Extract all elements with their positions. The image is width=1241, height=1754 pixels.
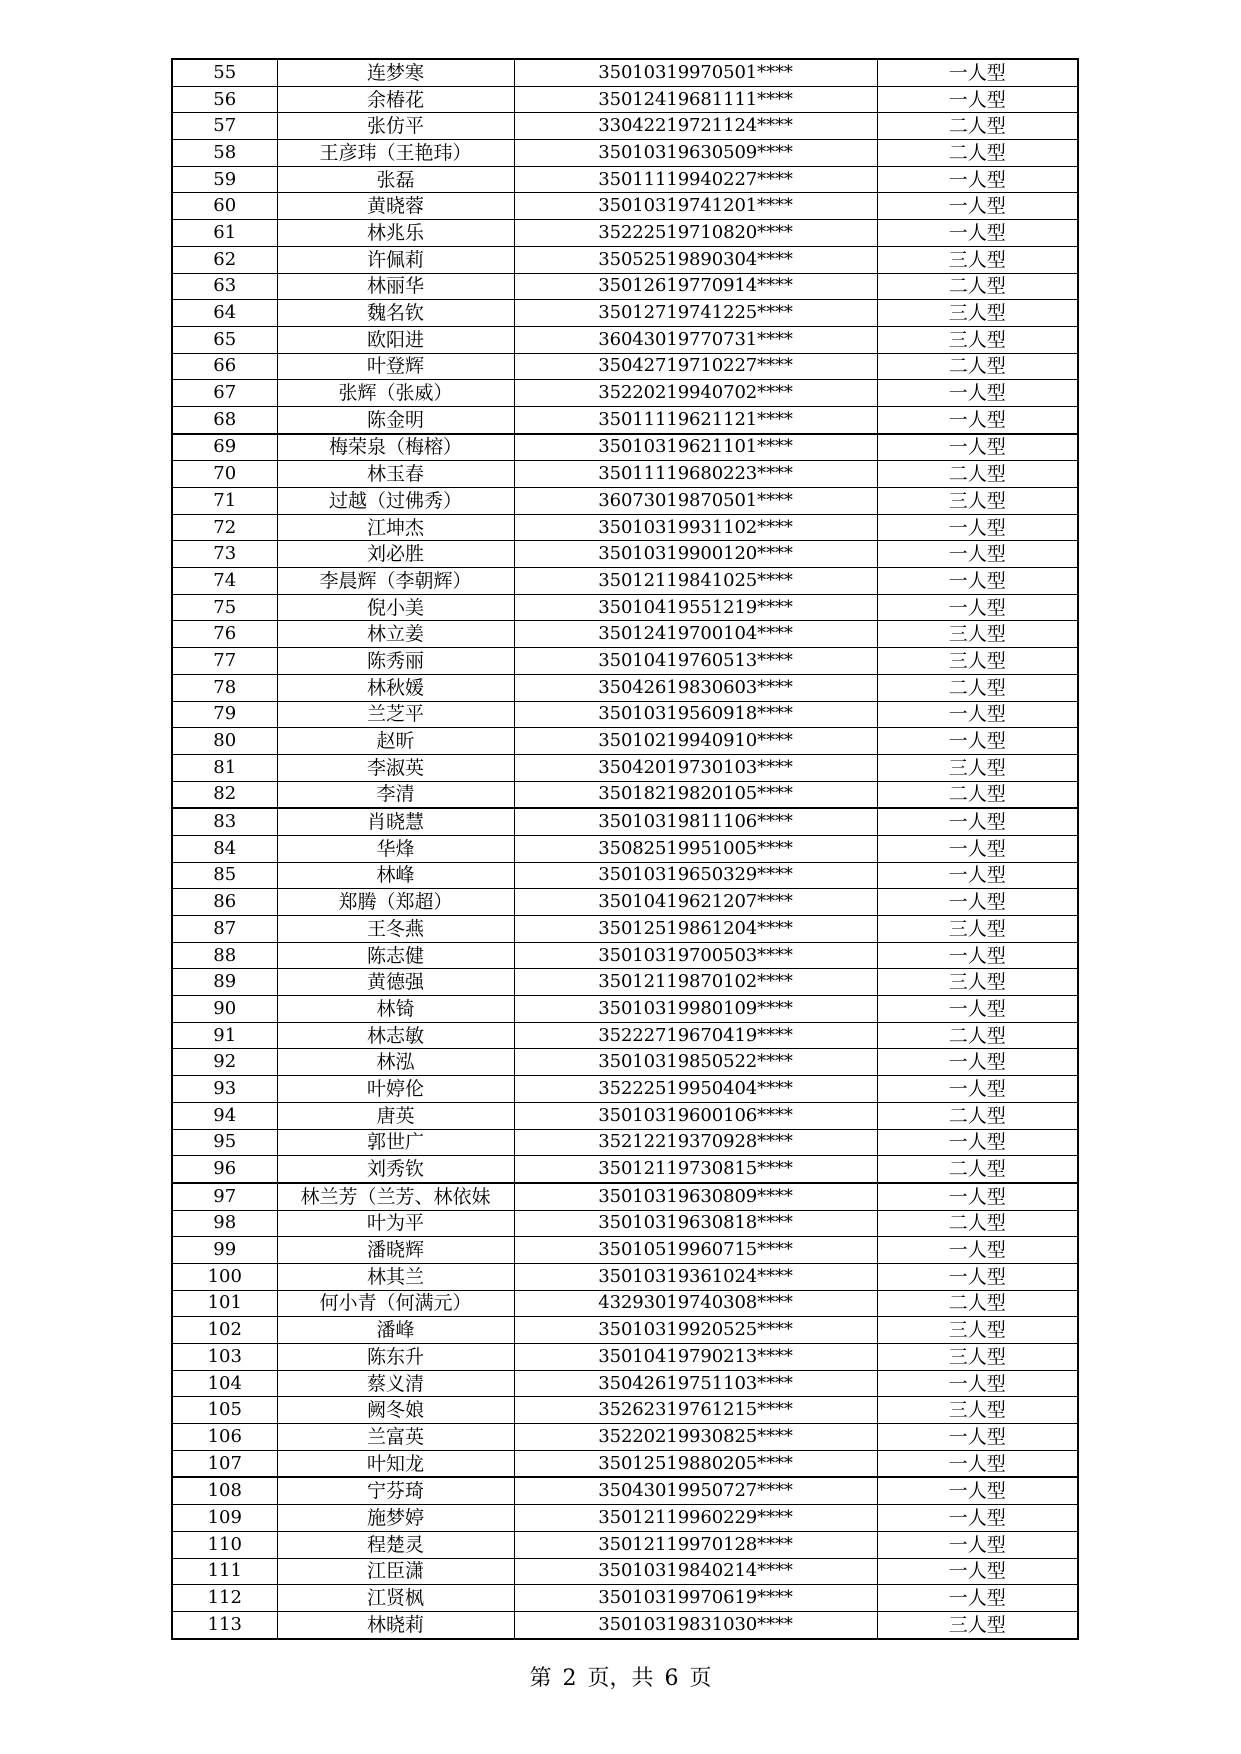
row-number: 91 xyxy=(172,1022,277,1049)
row-number: 59 xyxy=(172,166,277,193)
row-type: 二人型 xyxy=(877,674,1078,701)
row-name: 黄德强 xyxy=(277,969,514,996)
row-type: 三人型 xyxy=(877,754,1078,781)
row-id-number: 35012119841025**** xyxy=(514,568,877,595)
row-id-number: 35010319560918**** xyxy=(514,701,877,728)
table-row xyxy=(172,1022,1078,1049)
table-row xyxy=(172,996,1078,1023)
table-row xyxy=(172,541,1078,568)
row-type: 一人型 xyxy=(877,728,1078,755)
row-id-number: 35043019950727**** xyxy=(514,1477,877,1504)
row-id-number: 35010319831030**** xyxy=(514,1611,877,1638)
row-number: 98 xyxy=(172,1210,277,1237)
row-name: 李晨辉（李朝辉） xyxy=(277,568,514,595)
row-number: 64 xyxy=(172,300,277,327)
row-id-number: 35222719670419**** xyxy=(514,1022,877,1049)
row-name: 何小青（何满元） xyxy=(277,1290,514,1317)
row-name: 唐英 xyxy=(277,1102,514,1129)
row-number: 106 xyxy=(172,1424,277,1451)
row-type: 一人型 xyxy=(877,1505,1078,1532)
roster-table-container xyxy=(171,58,1077,1640)
row-name: 林志敏 xyxy=(277,1022,514,1049)
row-id-number: 35012719741225**** xyxy=(514,300,877,327)
row-name: 林峰 xyxy=(277,862,514,889)
row-id-number: 35011119680223**** xyxy=(514,461,877,488)
row-type: 一人型 xyxy=(877,701,1078,728)
row-type: 二人型 xyxy=(877,461,1078,488)
row-number: 108 xyxy=(172,1477,277,1504)
table-row xyxy=(172,1585,1078,1612)
row-name: 梅荣泉（梅榕） xyxy=(277,434,514,461)
row-id-number: 35010319630809**** xyxy=(514,1183,877,1210)
row-number: 75 xyxy=(172,594,277,621)
table-row xyxy=(172,594,1078,621)
row-name: 郑腾（郑超） xyxy=(277,889,514,916)
row-name: 叶婷伦 xyxy=(277,1076,514,1103)
row-name: 江臣潇 xyxy=(277,1558,514,1585)
table-row xyxy=(172,1424,1078,1451)
table-row xyxy=(172,1237,1078,1264)
row-type: 一人型 xyxy=(877,835,1078,862)
table-row xyxy=(172,273,1078,300)
row-number: 72 xyxy=(172,514,277,541)
table-row xyxy=(172,59,1078,86)
row-name: 连梦寒 xyxy=(277,59,514,86)
row-number: 103 xyxy=(172,1344,277,1371)
table-row xyxy=(172,916,1078,943)
row-type: 一人型 xyxy=(877,1531,1078,1558)
table-row xyxy=(172,406,1078,433)
row-type: 一人型 xyxy=(877,1183,1078,1210)
row-type: 三人型 xyxy=(877,621,1078,648)
table-row xyxy=(172,488,1078,515)
row-number: 113 xyxy=(172,1611,277,1638)
row-number: 89 xyxy=(172,969,277,996)
row-id-number: 35010419790213**** xyxy=(514,1344,877,1371)
row-type: 二人型 xyxy=(877,273,1078,300)
row-type: 三人型 xyxy=(877,916,1078,943)
row-number: 78 xyxy=(172,674,277,701)
table-row xyxy=(172,246,1078,273)
row-id-number: 35012119970128**** xyxy=(514,1531,877,1558)
row-type: 一人型 xyxy=(877,568,1078,595)
table-row xyxy=(172,728,1078,755)
table-row xyxy=(172,1397,1078,1424)
row-number: 110 xyxy=(172,1531,277,1558)
row-number: 71 xyxy=(172,488,277,515)
row-id-number: 35010419621207**** xyxy=(514,889,877,916)
row-type: 二人型 xyxy=(877,1210,1078,1237)
row-id-number: 36073019870501**** xyxy=(514,488,877,515)
row-name: 江坤杰 xyxy=(277,514,514,541)
row-id-number: 43293019740308**** xyxy=(514,1290,877,1317)
row-id-number: 35212219370928**** xyxy=(514,1129,877,1156)
row-number: 105 xyxy=(172,1397,277,1424)
row-name: 黄晓蓉 xyxy=(277,193,514,220)
row-id-number: 35010319621101**** xyxy=(514,434,877,461)
row-number: 81 xyxy=(172,754,277,781)
row-type: 二人型 xyxy=(877,113,1078,140)
table-row xyxy=(172,862,1078,889)
page-footer: 第 2 页，共 6 页 xyxy=(529,1666,712,1691)
row-name: 潘晓辉 xyxy=(277,1237,514,1264)
row-number: 61 xyxy=(172,220,277,247)
row-name: 陈秀丽 xyxy=(277,648,514,675)
row-id-number: 35220219940702**** xyxy=(514,380,877,407)
row-type: 一人型 xyxy=(877,220,1078,247)
row-name: 张辉（张威） xyxy=(277,380,514,407)
row-name: 兰富英 xyxy=(277,1424,514,1451)
row-type: 一人型 xyxy=(877,1424,1078,1451)
row-number: 88 xyxy=(172,942,277,969)
row-id-number: 35010319700503**** xyxy=(514,942,877,969)
table-row xyxy=(172,166,1078,193)
row-name: 张仿平 xyxy=(277,113,514,140)
table-row xyxy=(172,889,1078,916)
row-name: 叶知龙 xyxy=(277,1450,514,1477)
row-id-number: 35012119730815**** xyxy=(514,1156,877,1183)
table-row xyxy=(172,1450,1078,1477)
row-number: 96 xyxy=(172,1156,277,1183)
row-number: 73 xyxy=(172,541,277,568)
table-row xyxy=(172,808,1078,835)
row-type: 一人型 xyxy=(877,862,1078,889)
row-id-number: 35012519880205**** xyxy=(514,1450,877,1477)
row-name: 王彦玮（王艳玮） xyxy=(277,140,514,167)
row-type: 一人型 xyxy=(877,380,1078,407)
row-id-number: 35010319361024**** xyxy=(514,1263,877,1290)
row-name: 宁芬琦 xyxy=(277,1477,514,1504)
row-type: 一人型 xyxy=(877,86,1078,113)
row-id-number: 35012119960229**** xyxy=(514,1505,877,1532)
table-row xyxy=(172,568,1078,595)
row-id-number: 35042619830603**** xyxy=(514,674,877,701)
row-name: 余椿花 xyxy=(277,86,514,113)
row-id-number: 35010319931102**** xyxy=(514,514,877,541)
table-row xyxy=(172,781,1078,808)
row-number: 67 xyxy=(172,380,277,407)
row-name: 林兰芳（兰芳、林依妹 xyxy=(277,1183,514,1210)
row-number: 63 xyxy=(172,273,277,300)
row-type: 一人型 xyxy=(877,996,1078,1023)
row-name: 施梦婷 xyxy=(277,1505,514,1532)
row-number: 92 xyxy=(172,1049,277,1076)
row-type: 三人型 xyxy=(877,300,1078,327)
row-name: 程楚灵 xyxy=(277,1531,514,1558)
row-id-number: 35042619751103**** xyxy=(514,1370,877,1397)
row-number: 82 xyxy=(172,781,277,808)
row-name: 林兆乐 xyxy=(277,220,514,247)
row-type: 一人型 xyxy=(877,514,1078,541)
row-name: 郭世广 xyxy=(277,1129,514,1156)
row-number: 65 xyxy=(172,326,277,353)
row-type: 三人型 xyxy=(877,1611,1078,1638)
row-id-number: 33042219721124**** xyxy=(514,113,877,140)
row-number: 104 xyxy=(172,1370,277,1397)
row-name: 华烽 xyxy=(277,835,514,862)
row-type: 一人型 xyxy=(877,406,1078,433)
row-type: 一人型 xyxy=(877,594,1078,621)
row-id-number: 35010319920525**** xyxy=(514,1317,877,1344)
table-row xyxy=(172,1370,1078,1397)
row-type: 一人型 xyxy=(877,166,1078,193)
table-row xyxy=(172,86,1078,113)
table-row xyxy=(172,1531,1078,1558)
row-id-number: 35010419760513**** xyxy=(514,648,877,675)
row-name: 肖晓慧 xyxy=(277,808,514,835)
table-row xyxy=(172,140,1078,167)
table-row xyxy=(172,1210,1078,1237)
row-number: 85 xyxy=(172,862,277,889)
row-number: 55 xyxy=(172,59,277,86)
table-row xyxy=(172,1317,1078,1344)
row-number: 107 xyxy=(172,1450,277,1477)
row-type: 三人型 xyxy=(877,1317,1078,1344)
row-name: 叶为平 xyxy=(277,1210,514,1237)
row-name: 欧阳进 xyxy=(277,326,514,353)
table-row xyxy=(172,1263,1078,1290)
row-number: 58 xyxy=(172,140,277,167)
row-number: 100 xyxy=(172,1263,277,1290)
table-row xyxy=(172,1076,1078,1103)
row-number: 80 xyxy=(172,728,277,755)
row-id-number: 35010319970619**** xyxy=(514,1585,877,1612)
row-number: 86 xyxy=(172,889,277,916)
row-name: 林玉春 xyxy=(277,461,514,488)
table-row xyxy=(172,1344,1078,1371)
row-type: 一人型 xyxy=(877,1049,1078,1076)
row-number: 62 xyxy=(172,246,277,273)
row-id-number: 35011119940227**** xyxy=(514,166,877,193)
row-number: 57 xyxy=(172,113,277,140)
row-number: 77 xyxy=(172,648,277,675)
row-name: 王冬燕 xyxy=(277,916,514,943)
table-row xyxy=(172,1477,1078,1504)
row-name: 兰芝平 xyxy=(277,701,514,728)
row-type: 一人型 xyxy=(877,1450,1078,1477)
row-number: 74 xyxy=(172,568,277,595)
table-row xyxy=(172,434,1078,461)
row-type: 一人型 xyxy=(877,889,1078,916)
row-name: 倪小美 xyxy=(277,594,514,621)
row-id-number: 35010219940910**** xyxy=(514,728,877,755)
row-id-number: 35010319811106**** xyxy=(514,808,877,835)
table-row xyxy=(172,674,1078,701)
row-type: 二人型 xyxy=(877,1156,1078,1183)
row-name: 李清 xyxy=(277,781,514,808)
row-type: 一人型 xyxy=(877,1585,1078,1612)
row-type: 二人型 xyxy=(877,353,1078,380)
row-type: 二人型 xyxy=(877,1022,1078,1049)
row-id-number: 35012519861204**** xyxy=(514,916,877,943)
row-type: 二人型 xyxy=(877,1102,1078,1129)
row-type: 一人型 xyxy=(877,193,1078,220)
row-name: 林晓莉 xyxy=(277,1611,514,1638)
row-number: 84 xyxy=(172,835,277,862)
row-id-number: 35011119621121**** xyxy=(514,406,877,433)
row-number: 102 xyxy=(172,1317,277,1344)
row-type: 二人型 xyxy=(877,140,1078,167)
row-type: 二人型 xyxy=(877,1290,1078,1317)
row-id-number: 35222519710820**** xyxy=(514,220,877,247)
row-id-number: 35220219930825**** xyxy=(514,1424,877,1451)
row-name: 林秋媛 xyxy=(277,674,514,701)
table-row xyxy=(172,1156,1078,1183)
table-row xyxy=(172,220,1078,247)
row-name: 赵昕 xyxy=(277,728,514,755)
row-number: 83 xyxy=(172,808,277,835)
row-type: 一人型 xyxy=(877,1237,1078,1264)
row-number: 79 xyxy=(172,701,277,728)
row-name: 陈金明 xyxy=(277,406,514,433)
row-number: 95 xyxy=(172,1129,277,1156)
table-row xyxy=(172,353,1078,380)
row-type: 三人型 xyxy=(877,1397,1078,1424)
row-id-number: 35010419551219**** xyxy=(514,594,877,621)
row-id-number: 35010519960715**** xyxy=(514,1237,877,1264)
row-type: 一人型 xyxy=(877,1076,1078,1103)
row-id-number: 35010319970501**** xyxy=(514,59,877,86)
row-number: 111 xyxy=(172,1558,277,1585)
row-id-number: 35082519951005**** xyxy=(514,835,877,862)
row-type: 三人型 xyxy=(877,648,1078,675)
row-type: 一人型 xyxy=(877,1558,1078,1585)
table-row xyxy=(172,326,1078,353)
table-row xyxy=(172,1183,1078,1210)
row-type: 一人型 xyxy=(877,541,1078,568)
row-number: 99 xyxy=(172,1237,277,1264)
row-type: 一人型 xyxy=(877,942,1078,969)
row-name: 魏名钦 xyxy=(277,300,514,327)
row-number: 69 xyxy=(172,434,277,461)
row-type: 一人型 xyxy=(877,1370,1078,1397)
row-id-number: 35010319600106**** xyxy=(514,1102,877,1129)
row-id-number: 35042019730103**** xyxy=(514,754,877,781)
row-type: 三人型 xyxy=(877,488,1078,515)
row-name: 林其兰 xyxy=(277,1263,514,1290)
row-number: 68 xyxy=(172,406,277,433)
row-number: 66 xyxy=(172,353,277,380)
row-id-number: 35222519950404**** xyxy=(514,1076,877,1103)
table-row xyxy=(172,754,1078,781)
row-type: 三人型 xyxy=(877,1344,1078,1371)
row-name: 林泓 xyxy=(277,1049,514,1076)
table-row xyxy=(172,969,1078,996)
table-row xyxy=(172,1049,1078,1076)
row-id-number: 35010319741201**** xyxy=(514,193,877,220)
table-row xyxy=(172,1611,1078,1638)
row-type: 三人型 xyxy=(877,969,1078,996)
row-number: 97 xyxy=(172,1183,277,1210)
table-row xyxy=(172,1505,1078,1532)
table-row xyxy=(172,193,1078,220)
row-id-number: 35012419681111**** xyxy=(514,86,877,113)
table-row xyxy=(172,300,1078,327)
table-row xyxy=(172,835,1078,862)
row-name: 林锜 xyxy=(277,996,514,1023)
row-type: 三人型 xyxy=(877,326,1078,353)
row-id-number: 35052519890304**** xyxy=(514,246,877,273)
row-id-number: 35010319650329**** xyxy=(514,862,877,889)
row-name: 叶登辉 xyxy=(277,353,514,380)
row-id-number: 35010319980109**** xyxy=(514,996,877,1023)
table-row xyxy=(172,1102,1078,1129)
row-number: 93 xyxy=(172,1076,277,1103)
row-id-number: 35010319850522**** xyxy=(514,1049,877,1076)
table-row xyxy=(172,621,1078,648)
row-name: 蔡义清 xyxy=(277,1370,514,1397)
row-id-number: 35010319630509**** xyxy=(514,140,877,167)
table-row xyxy=(172,648,1078,675)
row-name: 过越（过佛秀） xyxy=(277,488,514,515)
table-row xyxy=(172,701,1078,728)
row-type: 一人型 xyxy=(877,1477,1078,1504)
row-type: 一人型 xyxy=(877,434,1078,461)
row-name: 阙冬娘 xyxy=(277,1397,514,1424)
row-type: 一人型 xyxy=(877,1263,1078,1290)
row-id-number: 35010319630818**** xyxy=(514,1210,877,1237)
row-name: 刘必胜 xyxy=(277,541,514,568)
row-name: 潘峰 xyxy=(277,1317,514,1344)
row-number: 70 xyxy=(172,461,277,488)
row-number: 109 xyxy=(172,1505,277,1532)
row-number: 90 xyxy=(172,996,277,1023)
row-number: 112 xyxy=(172,1585,277,1612)
row-id-number: 35012119870102**** xyxy=(514,969,877,996)
row-name: 刘秀钦 xyxy=(277,1156,514,1183)
table-row xyxy=(172,514,1078,541)
row-id-number: 35010319900120**** xyxy=(514,541,877,568)
row-number: 76 xyxy=(172,621,277,648)
row-id-number: 36043019770731**** xyxy=(514,326,877,353)
row-number: 56 xyxy=(172,86,277,113)
row-type: 三人型 xyxy=(877,246,1078,273)
row-number: 60 xyxy=(172,193,277,220)
row-type: 一人型 xyxy=(877,808,1078,835)
row-id-number: 35262319761215**** xyxy=(514,1397,877,1424)
row-id-number: 35012619770914**** xyxy=(514,273,877,300)
row-type: 一人型 xyxy=(877,59,1078,86)
row-name: 张磊 xyxy=(277,166,514,193)
row-name: 林丽华 xyxy=(277,273,514,300)
table-row xyxy=(172,461,1078,488)
row-name: 陈志健 xyxy=(277,942,514,969)
table-row xyxy=(172,380,1078,407)
table-row xyxy=(172,1558,1078,1585)
row-name: 李淑英 xyxy=(277,754,514,781)
row-number: 94 xyxy=(172,1102,277,1129)
row-id-number: 35012419700104**** xyxy=(514,621,877,648)
row-number: 101 xyxy=(172,1290,277,1317)
row-name: 许佩莉 xyxy=(277,246,514,273)
roster-table xyxy=(171,58,1079,1640)
row-type: 二人型 xyxy=(877,781,1078,808)
table-row xyxy=(172,942,1078,969)
row-name: 陈东升 xyxy=(277,1344,514,1371)
row-id-number: 35010319840214**** xyxy=(514,1558,877,1585)
row-name: 江贤枫 xyxy=(277,1585,514,1612)
row-name: 林立姜 xyxy=(277,621,514,648)
row-id-number: 35018219820105**** xyxy=(514,781,877,808)
row-number: 87 xyxy=(172,916,277,943)
table-row xyxy=(172,113,1078,140)
table-row xyxy=(172,1129,1078,1156)
row-type: 一人型 xyxy=(877,1129,1078,1156)
row-id-number: 35042719710227**** xyxy=(514,353,877,380)
table-row xyxy=(172,1290,1078,1317)
